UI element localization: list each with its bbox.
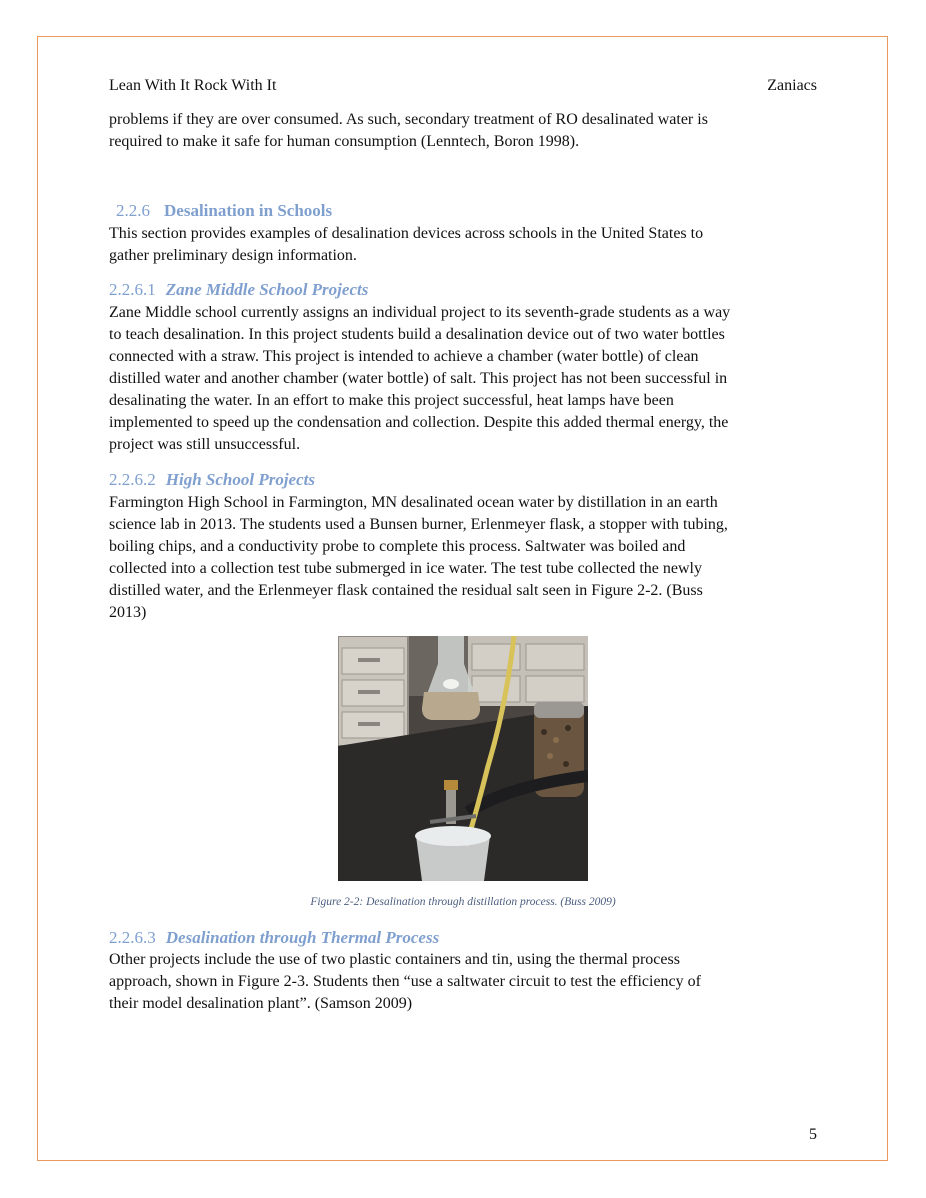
text-line: desalinating the water. In an effort to make this project successful, heat lamps have been bbox=[109, 392, 674, 409]
text-line: connected with a straw. This project is intended to achieve a chamber (water bottle) of clean bbox=[109, 348, 699, 365]
text-line: collected into a collection test tube submerged in ice water. The test tube collected the newly bbox=[109, 560, 702, 577]
section-title: Desalination in Schools bbox=[164, 201, 333, 220]
subsection-heading-high-school bbox=[109, 470, 315, 490]
subsection-number: 2.2.6.3 bbox=[109, 928, 156, 947]
intro-paragraph bbox=[109, 109, 819, 153]
text-line: distilled water and another chamber (water bottle) of salt. This project has not been successful in bbox=[109, 370, 728, 387]
text-line: Other projects include the use of two plastic containers and tin, using the thermal process bbox=[109, 951, 680, 968]
figure-caption: Figure 2-2: Desalination through distillation process. (Buss 2009) bbox=[310, 896, 616, 908]
text-line: Farmington High School in Farmington, MN desalinated ocean water by distillation in an earth bbox=[109, 494, 718, 511]
running-header-title: Lean With It Rock With It bbox=[109, 77, 277, 94]
text-line: approach, shown in Figure 2-3. Students then “use a saltwater circuit to test the efficiency of bbox=[109, 973, 701, 990]
text-line: required to make it safe for human consumption (Lenntech, Boron 1998). bbox=[109, 133, 580, 150]
text-line: gather preliminary design information. bbox=[109, 247, 357, 264]
subsection-title: Desalination through Thermal Process bbox=[165, 928, 440, 947]
section-heading bbox=[116, 201, 332, 221]
text-line: to teach desalination. In this project students build a desalination device out of two water bottles bbox=[109, 326, 725, 343]
subsection-title: Zane Middle School Projects bbox=[165, 280, 369, 299]
text-line: project was still unsuccessful. bbox=[109, 436, 301, 453]
subsection-body-zane bbox=[109, 302, 819, 456]
text-line: boiling chips, and a conductivity probe to complete this process. Saltwater was boiled and bbox=[109, 538, 686, 555]
subsection-body-high-school bbox=[109, 492, 819, 624]
subsection-number: 2.2.6.2 bbox=[109, 470, 156, 489]
section-body bbox=[109, 223, 819, 267]
text-line: 2013) bbox=[109, 604, 147, 621]
running-header-team: Zaniacs bbox=[767, 77, 817, 94]
text-line: science lab in 2013. The students used a Bunsen burner, Erlenmeyer flask, a stopper with tubing, bbox=[109, 516, 728, 533]
text-line: problems if they are over consumed. As such, secondary treatment of RO desalinated water is bbox=[109, 111, 708, 128]
subsection-title: High School Projects bbox=[165, 470, 315, 489]
text-line: their model desalination plant”. (Samson 2009) bbox=[109, 995, 413, 1012]
distillation-photo bbox=[338, 636, 588, 881]
section-number: 2.2.6 bbox=[116, 201, 150, 220]
text-line: This section provides examples of desalination devices across schools in the United States to bbox=[109, 225, 704, 242]
subsection-heading-zane bbox=[109, 280, 368, 300]
page-number: 5 bbox=[809, 1126, 817, 1143]
subsection-body-thermal bbox=[109, 949, 819, 1015]
text-line: Zane Middle school currently assigns an individual project to its seventh-grade students as a way bbox=[109, 304, 731, 321]
text-line: distilled water, and the Erlenmeyer flask contained the residual salt seen in Figure 2-2. (Buss bbox=[109, 582, 703, 599]
distillation-illustration bbox=[338, 636, 588, 881]
subsection-heading-thermal bbox=[109, 928, 439, 948]
text-line: implemented to speed up the condensation and collection. Despite this added thermal energy, the bbox=[109, 414, 729, 431]
subsection-number: 2.2.6.1 bbox=[109, 280, 156, 299]
